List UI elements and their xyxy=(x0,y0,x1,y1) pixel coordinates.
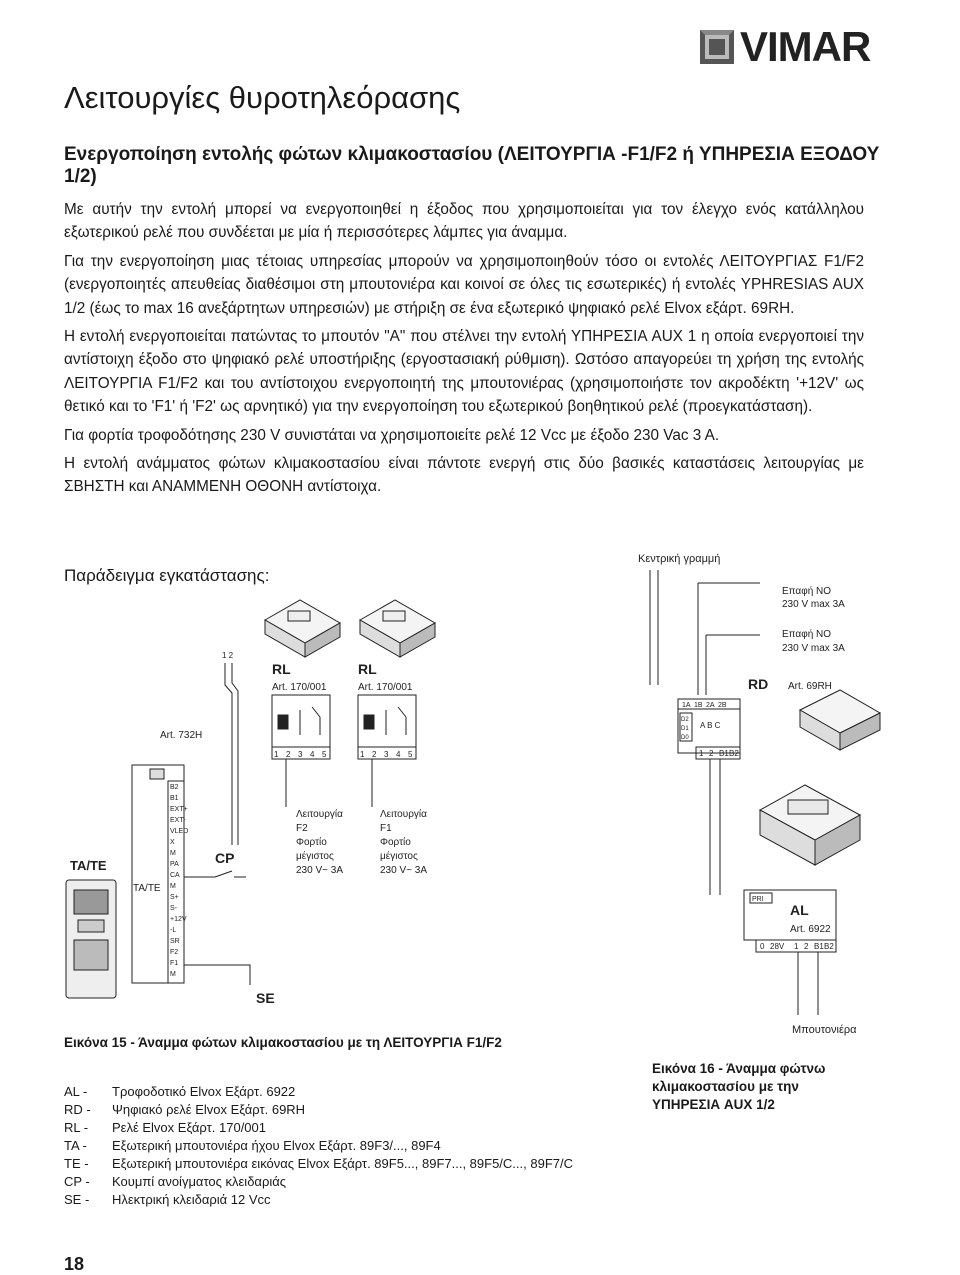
legend-text: Εξωτερική μπουτονιέρα εικόνας Elvox Εξάρτ. 89F5..., 89F7..., 89F5/C..., 89F7/C xyxy=(112,1156,573,1171)
svg-text:F1: F1 xyxy=(380,823,392,834)
wiring-diagram xyxy=(60,545,880,1036)
rd-bus-wire xyxy=(710,759,720,895)
paragraph: Με αυτήν την εντολή μπορεί να ενεργοποιηθεί η έξοδος που χρησιμοποιείται για τον έλεγχο ενός κατάλληλου εξωτερικού ρελέ που συνδέεται με μία ή περισσότερες λάμπες για άναμμα. xyxy=(64,201,864,242)
rl-label-2: RL xyxy=(358,661,377,677)
figure-16-caption-line: Εικόνα 16 - Άναμμα φώτνω xyxy=(652,1061,826,1076)
legend-text: Ηλεκτρική κλειδαριά 12 Vcc xyxy=(112,1192,271,1207)
rd-side-terminal: D0 xyxy=(681,735,689,741)
function-f2-label xyxy=(296,808,343,876)
svg-text:S-: S- xyxy=(170,905,177,912)
paragraph: Για φορτία τροφοδότησης 230 V συνιστάται να χρησιμοποιείτε ρελέ 12 Vcc με έξοδο 230 Vac 3 A. xyxy=(64,426,720,444)
section-title: Ενεργοποίηση εντολής φώτων κλιμακοστασίου (ΛΕΙΤΟΥΡΓΙΑ -F1/F2 ή ΥΠΗΡΕΣΙΑ ΕΞΟΔΟΥ 1/2) xyxy=(64,144,880,187)
rd-top-terminal: 2B xyxy=(718,702,727,709)
rl-art-2: Art. 170/001 xyxy=(358,682,413,693)
svg-text:Λειτουργία: Λειτουργία xyxy=(296,809,343,820)
relay-rl-2-3d xyxy=(360,600,435,657)
cp-switch xyxy=(184,871,246,877)
se-wire xyxy=(184,965,250,985)
example-label: Παράδειγμα εγκατάστασης: xyxy=(64,566,270,585)
paragraph: Για την ενεργοποίηση μιας τέτοιας υπηρεσίας μπορούν να χρησιμοποιηθούν τόσο οι εντολές ΛΕΙΤΟΥΡΓΙΑΣ F1/F2 (ενεργοποιητές απευθείας διαθέσιμοι στη μπουτονιέρα και κοινοί σε όλες τις εσωτερικές) ή εντολές YPHRESIAS AUX 1/2 (έως το max 16 ανεξάρτητων υπηρεσιών) με στήριξη σε ένα εξωτερικό ψηφιακό ρελέ Elvox εξάρτ. 69RH. xyxy=(64,252,864,317)
rd-art: Art. 69RH xyxy=(788,681,832,692)
relay-terminal: 2 xyxy=(286,750,291,759)
legend-row xyxy=(64,1137,573,1155)
rd-side-terminal: D2 xyxy=(681,717,689,723)
al-terminal: 1 xyxy=(794,942,799,951)
rd-top-terminal: 1B xyxy=(694,702,703,709)
svg-text:S+: S+ xyxy=(170,894,179,901)
svg-text:F1: F1 xyxy=(170,960,179,967)
legend-row xyxy=(64,1191,573,1209)
al-terminal: 0 xyxy=(760,942,765,951)
al-label: AL xyxy=(790,902,809,918)
relay-terminal: 5 xyxy=(322,750,327,759)
rd-bottom-terminal: B1 xyxy=(719,749,729,758)
legend-key: CP - xyxy=(64,1174,90,1189)
legend-text: Τροφοδοτικό Elvox Εξάρτ. 6922 xyxy=(112,1084,296,1099)
relay-terminal: 3 xyxy=(298,750,303,759)
rd-label: RD xyxy=(748,676,769,692)
al-3d xyxy=(760,785,860,865)
legend-row xyxy=(64,1101,573,1119)
svg-text:B2: B2 xyxy=(170,784,179,791)
svg-text:230 V~ 3A: 230 V~ 3A xyxy=(380,865,427,876)
al-terminal: 2 xyxy=(804,942,809,951)
pins-wire xyxy=(225,663,238,845)
relay-terminal: 4 xyxy=(310,750,315,759)
legend-row xyxy=(64,1155,573,1173)
relay-rl-2-schematic xyxy=(358,695,416,759)
svg-text:X: X xyxy=(170,839,175,846)
legend-row xyxy=(64,1173,573,1191)
figure-16-caption-line: ΥΠΗΡΕΣΙΑ AUX 1/2 xyxy=(652,1097,775,1112)
rd-top-terminal: 2A xyxy=(706,702,715,709)
al-terminal: 28V xyxy=(770,942,785,951)
rl-label-1: RL xyxy=(272,661,291,677)
svg-text:Φορτίο: Φορτίο xyxy=(296,837,327,848)
page-title: Λειτουργίες θυροτηλεόρασης xyxy=(64,80,461,115)
al-schematic xyxy=(744,890,836,952)
rd-bottom-terminal: B2 xyxy=(729,749,739,758)
function-f1-label xyxy=(380,808,427,876)
contact-no-1-rating: 230 V max 3A xyxy=(782,599,845,610)
svg-text:VLED: VLED xyxy=(170,828,189,835)
relay-rl-1-schematic xyxy=(272,695,330,759)
al-terminal: B2 xyxy=(824,942,834,951)
rd-top-terminal: 1A xyxy=(682,702,691,709)
svg-text:μέγιστος: μέγιστος xyxy=(380,851,418,862)
brand-name: VIMAR xyxy=(740,23,871,70)
svg-text:+12V: +12V xyxy=(170,916,187,923)
legend-key: TA - xyxy=(64,1138,87,1153)
legend-row xyxy=(64,1083,573,1101)
al-bus-wire xyxy=(798,952,818,1015)
svg-text:B1: B1 xyxy=(170,795,179,802)
central-line-label: Κεντρική γραμμή xyxy=(638,553,721,565)
relay-terminal: 4 xyxy=(396,750,401,759)
relay-terminal: 1 xyxy=(274,750,279,759)
legend-row xyxy=(64,1119,573,1137)
relay-terminal: 1 xyxy=(360,750,365,759)
page-number: 18 xyxy=(64,1254,85,1274)
ta-te-inner: TA/TE xyxy=(133,883,161,894)
svg-text:F2: F2 xyxy=(170,949,179,956)
contact-no-1: Επαφή NO xyxy=(782,586,832,597)
legend-text: Κουμπί ανοίγματος κλειδαριάς xyxy=(112,1174,287,1189)
legend-text: Ρελέ Elvox Εξάρτ. 170/001 xyxy=(112,1120,266,1135)
svg-text:M: M xyxy=(170,850,176,857)
svg-text:M: M xyxy=(170,971,176,978)
contact-no-2-rating: 230 V max 3A xyxy=(782,643,845,654)
rd-3d xyxy=(800,690,880,750)
legend-key: SE - xyxy=(64,1192,90,1207)
panel-connector xyxy=(150,769,164,779)
relay-terminal: 2 xyxy=(372,750,377,759)
relay-rl-1-3d xyxy=(265,600,340,657)
svg-text:Φορτίο: Φορτίο xyxy=(380,837,411,848)
figure-16-caption-line: κλιμακοστασίου με την xyxy=(652,1079,799,1094)
figure-16-caption xyxy=(652,1060,825,1114)
svg-text:EXT-: EXT- xyxy=(170,817,186,824)
art-732h-label: Art. 732H xyxy=(160,730,203,741)
door-panel-unit xyxy=(66,880,116,998)
relay-terminal: 3 xyxy=(384,750,389,759)
legend-text: Ψηφιακό ρελέ Elvox Εξάρτ. 69RH xyxy=(112,1102,306,1117)
legend xyxy=(64,1083,573,1209)
svg-text:230 V~ 3A: 230 V~ 3A xyxy=(296,865,343,876)
al-terminal: B1 xyxy=(814,942,824,951)
paragraph: Η εντολή ανάμματος φώτων κλιμακοστασίου είναι πάντοτε ενεργή στις δύο βασικές καταστάσεις λειτουργίας με ΣΒΗΣΤΗ και ΑΝΑΜΜΕΝΗ ΟΘΟΝΗ αντίστοιχα. xyxy=(64,455,864,496)
relay-output-wires xyxy=(286,759,372,807)
rd-bottom-terminal: 2 xyxy=(709,749,714,758)
svg-text:Λειτουργία: Λειτουργία xyxy=(380,809,427,820)
pins-label: 1 2 xyxy=(222,651,234,660)
svg-text:μέγιστος: μέγιστος xyxy=(296,851,334,862)
cp-label: CP xyxy=(215,850,235,866)
al-pri: PRI xyxy=(752,896,764,903)
svg-text:PA: PA xyxy=(170,861,179,868)
se-label: SE xyxy=(256,990,275,1006)
legend-key: AL - xyxy=(64,1084,88,1099)
svg-text:CA: CA xyxy=(170,872,180,879)
rd-buttons: A B C xyxy=(700,721,721,730)
al-art: Art. 6922 xyxy=(790,924,831,935)
doorbell-panel-label: Μπουτονιέρα xyxy=(792,1024,857,1036)
svg-text:EXT+: EXT+ xyxy=(170,806,188,813)
rl-art-1: Art. 170/001 xyxy=(272,682,327,693)
figure-15-caption: Εικόνα 15 - Άναμμα φώτων κλιμακοστασίου με τη ΛΕΙΤΟΥΡΓΙΑ F1/F2 xyxy=(64,1035,502,1050)
svg-text:-L: -L xyxy=(170,927,177,934)
legend-key: RD - xyxy=(64,1102,91,1117)
svg-text:SR: SR xyxy=(170,938,180,945)
central-line-wire xyxy=(650,570,658,685)
paragraph: Η εντολή ενεργοποιείται πατώντας το μπουτόν "A" που στέλνει την εντολή ΥΠΗΡΕΣΙΑ AUX 1 η οποία ενεργοποιεί την αντίστοιχη έξοδο στο ψηφιακό ρελέ υποστήριξης (εργοστασιακή ρύθμιση). Ωστόσο απαγορεύει τη χρήση της εντολής ΛΕΙΤΟΥΡΓΙΑ F1/F2 και του αντίστοιχου ενεργοποιητή της μπουτονιέρας (χρησιμοποιήστε τον ακροδέκτη '+12V' ως θετικό και το 'F1' ή 'F2' ως αρνητικό) για την ενεργοποίηση του εξωτερικού βοηθητικού ρελέ (προεγκατάσταση). xyxy=(64,328,864,416)
ta-te-outer: TA/TE xyxy=(70,858,107,873)
svg-text:M: M xyxy=(170,883,176,890)
svg-text:F2: F2 xyxy=(296,823,308,834)
legend-text: Εξωτερική μπουτονιέρα ήχου Elvox Εξάρτ. 89F3/..., 89F4 xyxy=(112,1138,441,1153)
rd-schematic xyxy=(678,699,740,759)
relay-terminal: 5 xyxy=(408,750,413,759)
rd-side-terminal: D1 xyxy=(681,726,689,732)
legend-key: TE - xyxy=(64,1156,89,1171)
rd-bottom-terminal: 1 xyxy=(699,749,704,758)
body-text xyxy=(64,198,864,504)
contact-no-2: Επαφή NO xyxy=(782,629,832,640)
legend-key: RL - xyxy=(64,1120,89,1135)
